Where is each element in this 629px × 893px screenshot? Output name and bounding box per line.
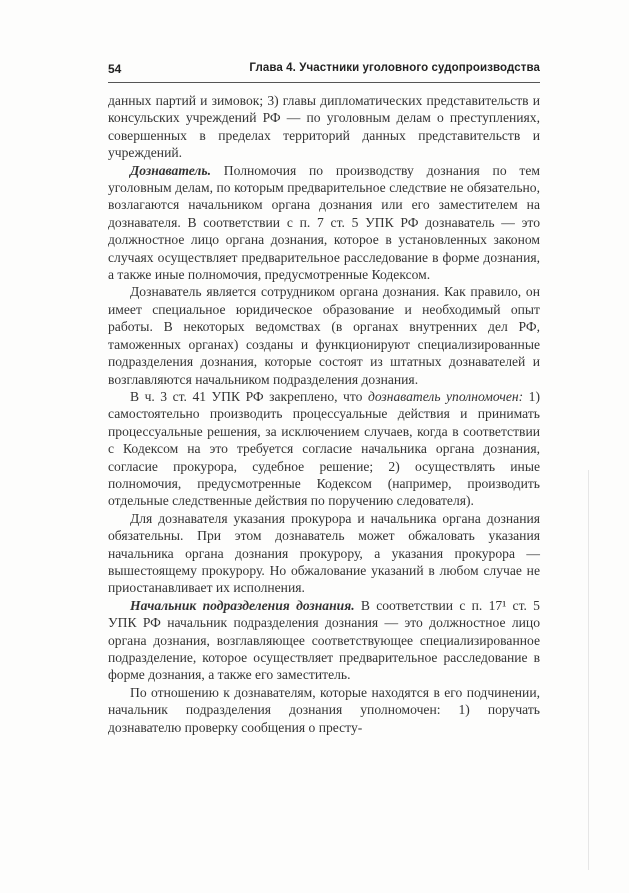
paragraph-6-text: В соответствии с п. 17¹ ст. 5 УПК РФ начальник подразделения дознания — это должностное лицо органа дознания, возглавляющее соответствующее специализированное подразделение, которое осуществляет предварительное расследование в форме дознания, а также его заместитель.	[108, 597, 540, 683]
paragraph-7	[108, 684, 540, 736]
paragraph-7-text: По отношению к дознавателям, которые находятся в его подчинении, начальник подразделения дознания уполномочен: 1) поручать дознавателю проверку сообщения о престу-	[108, 684, 540, 735]
paragraph-1-text: данных партий и зимовок; 3) главы дипломатических представительств и консульских учреждений РФ — по уголовным делам о преступлениях, совершенных в пределах территорий данных представительств и учреждений.	[108, 93, 540, 161]
term-nachalnik-podrazdeleniya: Начальник подразделения дознания.	[130, 597, 355, 613]
paragraph-3-text: Дознаватель является сотрудником органа дознания. Как правило, он имеет специальное юридическое образование и необходимый опыт работы. В некоторых ведомствах (в органах внутренних дел РФ, таможенных органах) созданы и функционируют специализированные подразделения дознания, которые состоят из штатных дознавателей и возглавляются начальником подразделения дознания.	[108, 284, 540, 387]
paragraph-dознаватель	[108, 162, 540, 284]
page-header	[108, 62, 540, 83]
paragraph-4-text-after: 1) самостоятельно производить процессуальные действия и принимать процессуальные решения, за исключением случаев, когда в соответствии с Кодексом на это требуется согласие начальника органа дознания, согласие прокурора, судебное решение; 2) осуществлять иные полномочия, предусмотренные Кодексом (например, производить отдельные следственные действия по поручению следователя).	[108, 388, 540, 509]
scan-edge-line	[588, 470, 589, 870]
paragraph-5-text: Для дознавателя указания прокурора и начальника органа дознания обязательны. При этом дознаватель может обжаловать указания начальника органа дознания прокурору, а указания прокурора — вышестоящему прокурору. Но обжалование указаний в любом случае не приостанавливает их исполнения.	[108, 510, 540, 596]
paragraph-4-italic: дознаватель уполномочен:	[367, 388, 524, 404]
body-text	[108, 92, 540, 736]
paragraph-2-text: Полномочия по производству дознания по тем уголовным делам, по которым предварительное следствие не обязательно, возлагаются начальником органа дознания или его заместителем на дознавателя. В соответствии с п. 7 ст. 5 УПК РФ дознаватель — это должностное лицо органа дознания, которое в установленных законом случаях осуществляет предварительное расследование в форме дознания, а также иные полномочия, предусмотренные Кодексом.	[108, 162, 540, 283]
paragraph-1	[108, 92, 540, 162]
term-doznavatel: Дознаватель.	[130, 162, 212, 178]
paragraph-5	[108, 510, 540, 597]
paragraph-3	[108, 283, 540, 387]
paragraph-4	[108, 388, 540, 510]
paragraph-4-text-before: В ч. 3 ст. 41 УПК РФ закреплено, что	[130, 388, 368, 404]
page-number: 54	[108, 62, 122, 76]
running-title: Глава 4. Участники уголовного судопроизводства	[249, 62, 540, 74]
paragraph-nachalnik	[108, 597, 540, 684]
